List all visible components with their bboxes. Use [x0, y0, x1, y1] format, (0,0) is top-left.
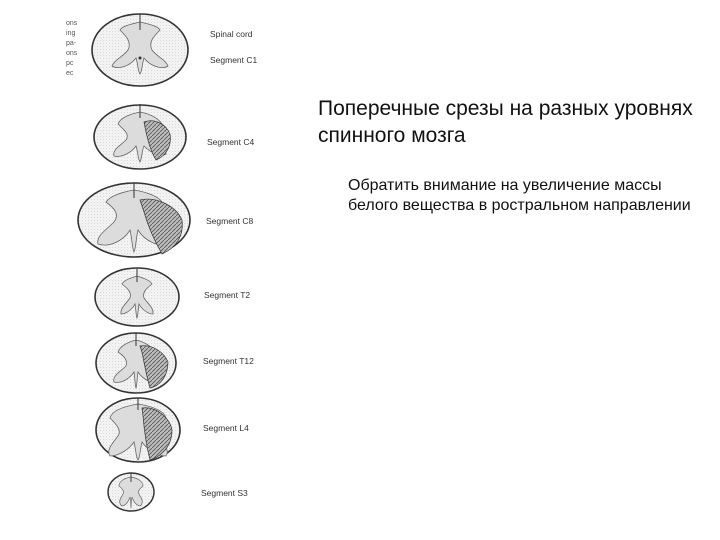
section-c8: [78, 183, 190, 257]
cut-text-line: ons: [66, 20, 78, 27]
section-c4: [94, 104, 186, 169]
spinal-cord-sections-figure: [0, 0, 300, 540]
section-l4: [96, 398, 180, 462]
cut-text-line: ec: [66, 70, 74, 77]
slide-title: Поперечные срезы на разных уровнях спинного мозга: [318, 97, 693, 147]
section-t2: [95, 268, 179, 326]
cropped-text-fragment: [66, 20, 78, 77]
segment-label: Segment T12: [203, 356, 254, 366]
slide-body-text: Обратить внимание на увеличение массы белого вещества в ростральном направлении: [348, 177, 691, 214]
cut-text-line: pc: [66, 60, 74, 67]
section-s3: [108, 473, 154, 511]
segment-label: Segment C1: [210, 55, 258, 65]
cut-text-line: ons: [66, 50, 78, 57]
segment-label: Segment C4: [207, 137, 255, 147]
cut-text-line: ing: [66, 30, 76, 37]
segment-label: Segment T2: [204, 290, 251, 300]
segment-label: Segment L4: [203, 423, 249, 433]
section-t12: [96, 333, 176, 393]
segment-label: Segment C8: [206, 216, 254, 226]
segment-label: Spinal cord: [210, 29, 253, 39]
section-c1: [92, 14, 188, 86]
segment-label: Segment S3: [201, 488, 248, 498]
cut-text-line: pa-: [66, 40, 77, 47]
